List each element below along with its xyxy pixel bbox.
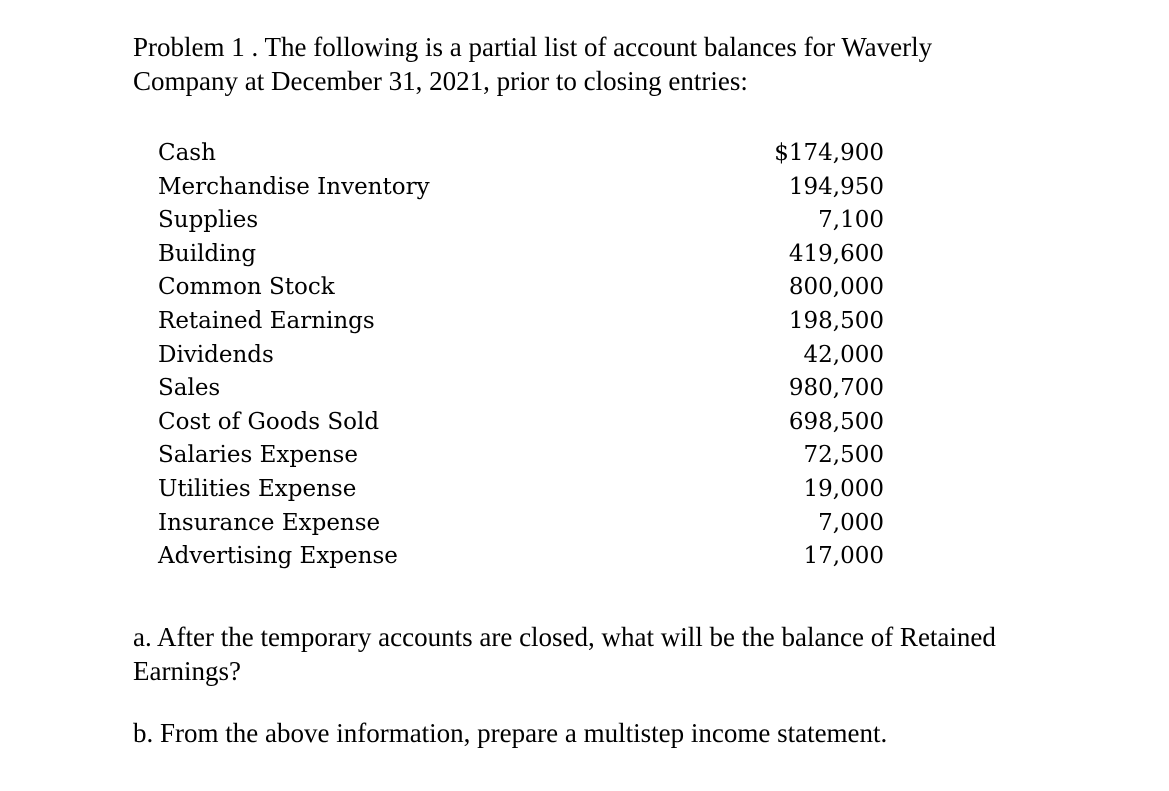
account-amount: 198,500 bbox=[788, 307, 884, 334]
account-name: Dividends bbox=[158, 341, 274, 368]
account-amount: 17,000 bbox=[803, 543, 884, 570]
account-row bbox=[158, 439, 898, 473]
account-name: Cash bbox=[158, 140, 216, 166]
account-row bbox=[158, 305, 898, 339]
account-amount: 7,000 bbox=[818, 509, 884, 536]
problem-line-2: Company at December 31, 2021, prior to closing entries: bbox=[133, 66, 748, 96]
question-b: b. From the above information, prepare a multistep income statement. bbox=[133, 718, 888, 748]
account-name: Cost of Goods Sold bbox=[158, 408, 380, 435]
account-row bbox=[158, 271, 898, 305]
account-row bbox=[158, 406, 898, 440]
account-row bbox=[158, 540, 898, 574]
account-row bbox=[158, 238, 898, 272]
account-name: Sales bbox=[158, 375, 221, 402]
question-a: a. After the temporary accounts are closed, what will be the balance of Retained Earnings? bbox=[133, 622, 996, 686]
account-name: Utilities Expense bbox=[158, 475, 357, 502]
account-amount: 72,500 bbox=[803, 442, 884, 469]
account-row bbox=[158, 171, 898, 205]
account-row bbox=[158, 204, 898, 238]
account-name: Retained Earnings bbox=[158, 307, 375, 334]
account-amount: 419,600 bbox=[788, 240, 884, 267]
account-amount: 194,950 bbox=[788, 173, 884, 200]
problem-line-1: Problem 1 . The following is a partial list of account balances for Waverly bbox=[133, 32, 933, 62]
account-balances-list bbox=[158, 137, 898, 574]
account-name: Building bbox=[158, 240, 257, 267]
account-name: Advertising Expense bbox=[158, 543, 398, 570]
account-name: Supplies bbox=[158, 207, 259, 234]
account-amount: $174,900 bbox=[774, 140, 884, 166]
account-amount: 980,700 bbox=[788, 375, 884, 402]
account-row bbox=[158, 372, 898, 406]
account-amount: 800,000 bbox=[788, 274, 884, 301]
problem-statement bbox=[133, 30, 1033, 98]
account-name: Merchandise Inventory bbox=[158, 173, 430, 200]
account-row bbox=[158, 507, 898, 541]
account-amount: 42,000 bbox=[803, 341, 884, 368]
account-name: Common Stock bbox=[158, 274, 335, 301]
account-row bbox=[158, 339, 898, 373]
account-row bbox=[158, 137, 898, 171]
account-amount: 7,100 bbox=[818, 207, 884, 234]
account-name: Insurance Expense bbox=[158, 509, 381, 536]
account-name: Salaries Expense bbox=[158, 442, 358, 469]
account-row bbox=[158, 473, 898, 507]
account-amount: 698,500 bbox=[788, 408, 884, 435]
account-amount: 19,000 bbox=[803, 475, 884, 502]
